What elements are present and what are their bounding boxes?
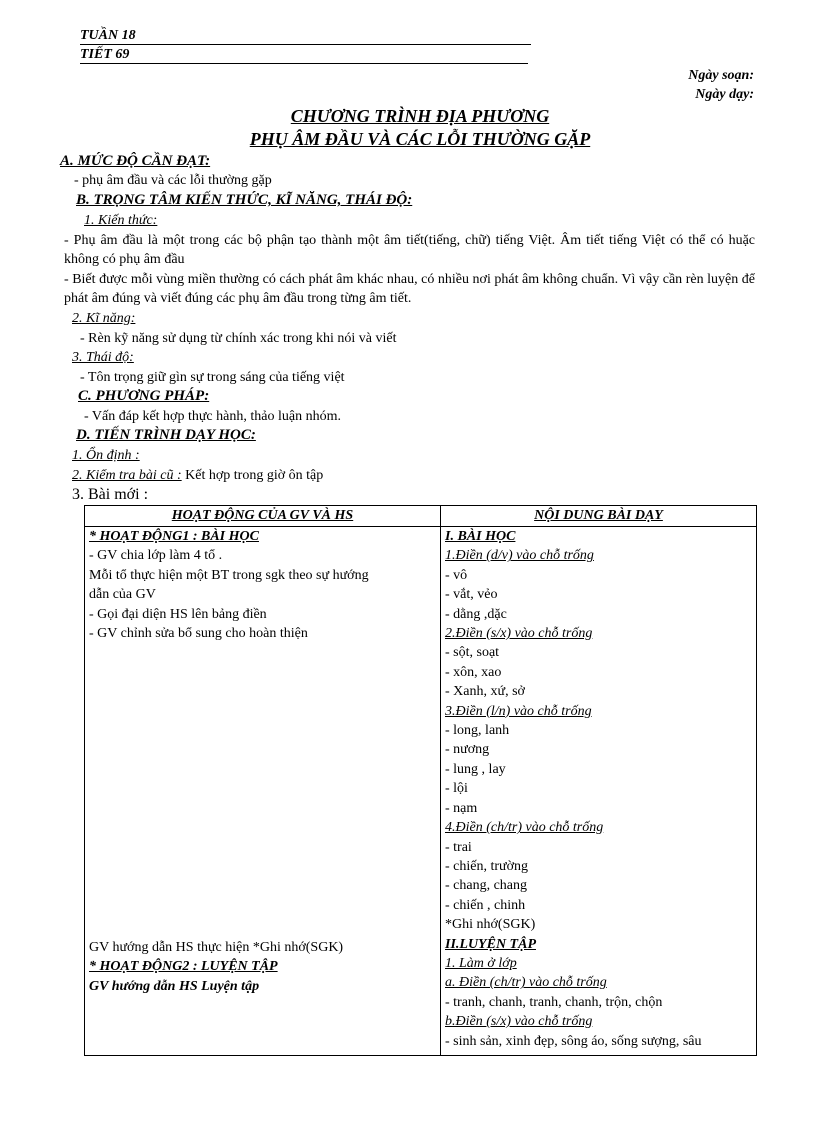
content-list: [445, 527, 752, 1051]
check-old-lesson: [72, 466, 323, 485]
content-line: - Xanh, xứ, sở: [445, 684, 525, 700]
activity-line: dẫn của GV: [89, 587, 156, 603]
knowledge-paragraph-2: - Biết được mỗi vùng miền thường có cách phát âm khác nhau, có nhiều nơi phát âm không chuẩn. Vì vậy cần rèn luyện để phát âm đúng và viết đúng các phụ âm đầu trong từng âm tiết.: [64, 272, 755, 306]
activity-line: - Gọi đại diện HS lên bảng điền: [89, 606, 267, 622]
activity-lower-block: [89, 938, 343, 996]
content-line: - vắt, vẻo: [445, 587, 498, 603]
prep-date-label: Ngày soạn:: [688, 68, 754, 83]
guide-note: GV hướng dẫn HS thực hiện *Ghi nhớ(SGK): [89, 940, 344, 955]
section-c-item: - Vấn đáp kết hợp thực hành, thảo luận nhóm.: [84, 409, 341, 424]
column-header-content: NỘI DUNG BÀI DẠY: [441, 506, 757, 527]
section-b-heading: B. TRỌNG TÂM KIẾN THỨC, KĨ NĂNG, THÁI ĐỘ:: [76, 192, 413, 208]
section-d-heading: D. TIẾN TRÌNH DẠY HỌC:: [76, 427, 256, 443]
content-line: - chang, chang: [445, 878, 528, 894]
attitude-heading: 3. Thái độ:: [72, 350, 134, 365]
section-a-heading: A. MỨC ĐỘ CẦN ĐẠT:: [60, 153, 211, 169]
title-line-1: CHƯƠNG TRÌNH ĐỊA PHƯƠNG: [290, 106, 550, 126]
content-line: - lội: [445, 781, 468, 797]
skills-heading: 2. Kĩ năng:: [72, 311, 136, 326]
week-label: TUẦN 18: [80, 28, 136, 43]
exercise-heading: 1.Điền (d/v) vào chỗ trống: [445, 548, 594, 564]
check-old-lesson-text: Kết hợp trong giờ ôn tập: [185, 468, 324, 483]
week-underline: [80, 44, 531, 45]
content-cell: [441, 527, 757, 1056]
content-line: - sột, soạt: [445, 645, 500, 661]
content-section-heading: II.LUYỆN TẬP: [445, 936, 536, 952]
content-line: - lung , lay: [445, 761, 506, 777]
content-section-heading: I. BÀI HỌC: [445, 529, 516, 544]
content-line: - vô: [445, 567, 468, 583]
table-body-row: [85, 527, 757, 1056]
section-a-item: - phụ âm đầu và các lỗi thường gặp: [74, 173, 272, 188]
content-line: - nương: [445, 742, 490, 758]
exercise-heading: 4.Điền (ch/tr) vào chỗ trống: [445, 820, 604, 836]
content-line: - tranh, chanh, tranh, chanh, trộn, chộn: [445, 994, 663, 1010]
activities-cell: [85, 527, 441, 1056]
content-line: - long, lanh: [445, 723, 510, 739]
lesson-plan-table: [84, 505, 757, 1056]
activity-line: - GV chia lớp làm 4 tổ .: [89, 548, 223, 564]
activity-2-subheading: GV hướng dẫn HS Luyện tập: [89, 978, 260, 994]
activity-2-heading: * HOẠT ĐỘNG2 : LUYỆN TẬP: [89, 959, 278, 975]
date-block: [688, 66, 754, 104]
teach-date-label: Ngày dạy:: [695, 87, 754, 102]
stabilize-label: 1. Ổn định :: [72, 448, 140, 463]
content-line: - nạm: [445, 800, 478, 816]
exercise-heading: b.Điền (s/x) vào chỗ trống: [445, 1014, 593, 1030]
content-line: *Ghi nhớ(SGK): [445, 917, 536, 933]
knowledge-paragraph-1: - Phụ âm đầu là một trong các bộ phận tạo thành một âm tiết(tiếng, chữ) tiếng Việt. Âm tiết tiếng Việt có thể có huặc không có phụ âm đầu: [64, 233, 755, 267]
check-old-lesson-label: 2. Kiểm tra bài cũ :: [72, 468, 182, 483]
content-line: - trai: [445, 839, 472, 855]
exercise-heading: a. Điền (ch/tr) vào chỗ trống: [445, 975, 607, 991]
content-line: - sinh sản, xinh đẹp, sông áo, sống sượng, sâu: [445, 1033, 702, 1049]
content-line: - xôn, xao: [445, 664, 502, 680]
new-lesson-label: 3. Bài mới :: [72, 486, 149, 503]
content-line: - chiến, trường: [445, 858, 529, 874]
knowledge-heading: 1. Kiến thức:: [84, 213, 158, 228]
activity-line: Mỗi tổ thực hiện một BT trong sgk theo sự hướng: [89, 567, 369, 583]
title-line-2: PHỤ ÂM ĐẦU VÀ CÁC LỖI THƯỜNG GẶP: [249, 129, 591, 149]
exercise-heading: 1. Làm ở lớp: [445, 955, 517, 971]
lesson-label: TIẾT 69: [80, 47, 130, 62]
skills-item: - Rèn kỹ năng sử dụng từ chính xác trong khi nói và viết: [80, 331, 397, 346]
attitude-item: - Tôn trọng giữ gìn sự trong sáng của tiếng việt: [80, 370, 345, 385]
table-header-row: [85, 506, 757, 527]
column-header-activities: HOẠT ĐỘNG CỦA GV VÀ HS: [85, 506, 441, 527]
section-c-heading: C. PHƯƠNG PHÁP:: [78, 388, 210, 404]
lesson-underline: [80, 63, 528, 64]
exercise-heading: 3.Điền (l/n) vào chỗ trống: [445, 703, 592, 719]
content-line: - dằng ,dặc: [445, 606, 507, 622]
content-line: - chiến , chinh: [445, 897, 526, 913]
activity-line: - GV chỉnh sửa bổ sung cho hoàn thiện: [89, 626, 308, 642]
exercise-heading: 2.Điền (s/x) vào chỗ trống: [445, 626, 593, 642]
activity-1-heading: * HOẠT ĐỘNG1 : BÀI HỌC: [89, 529, 259, 544]
